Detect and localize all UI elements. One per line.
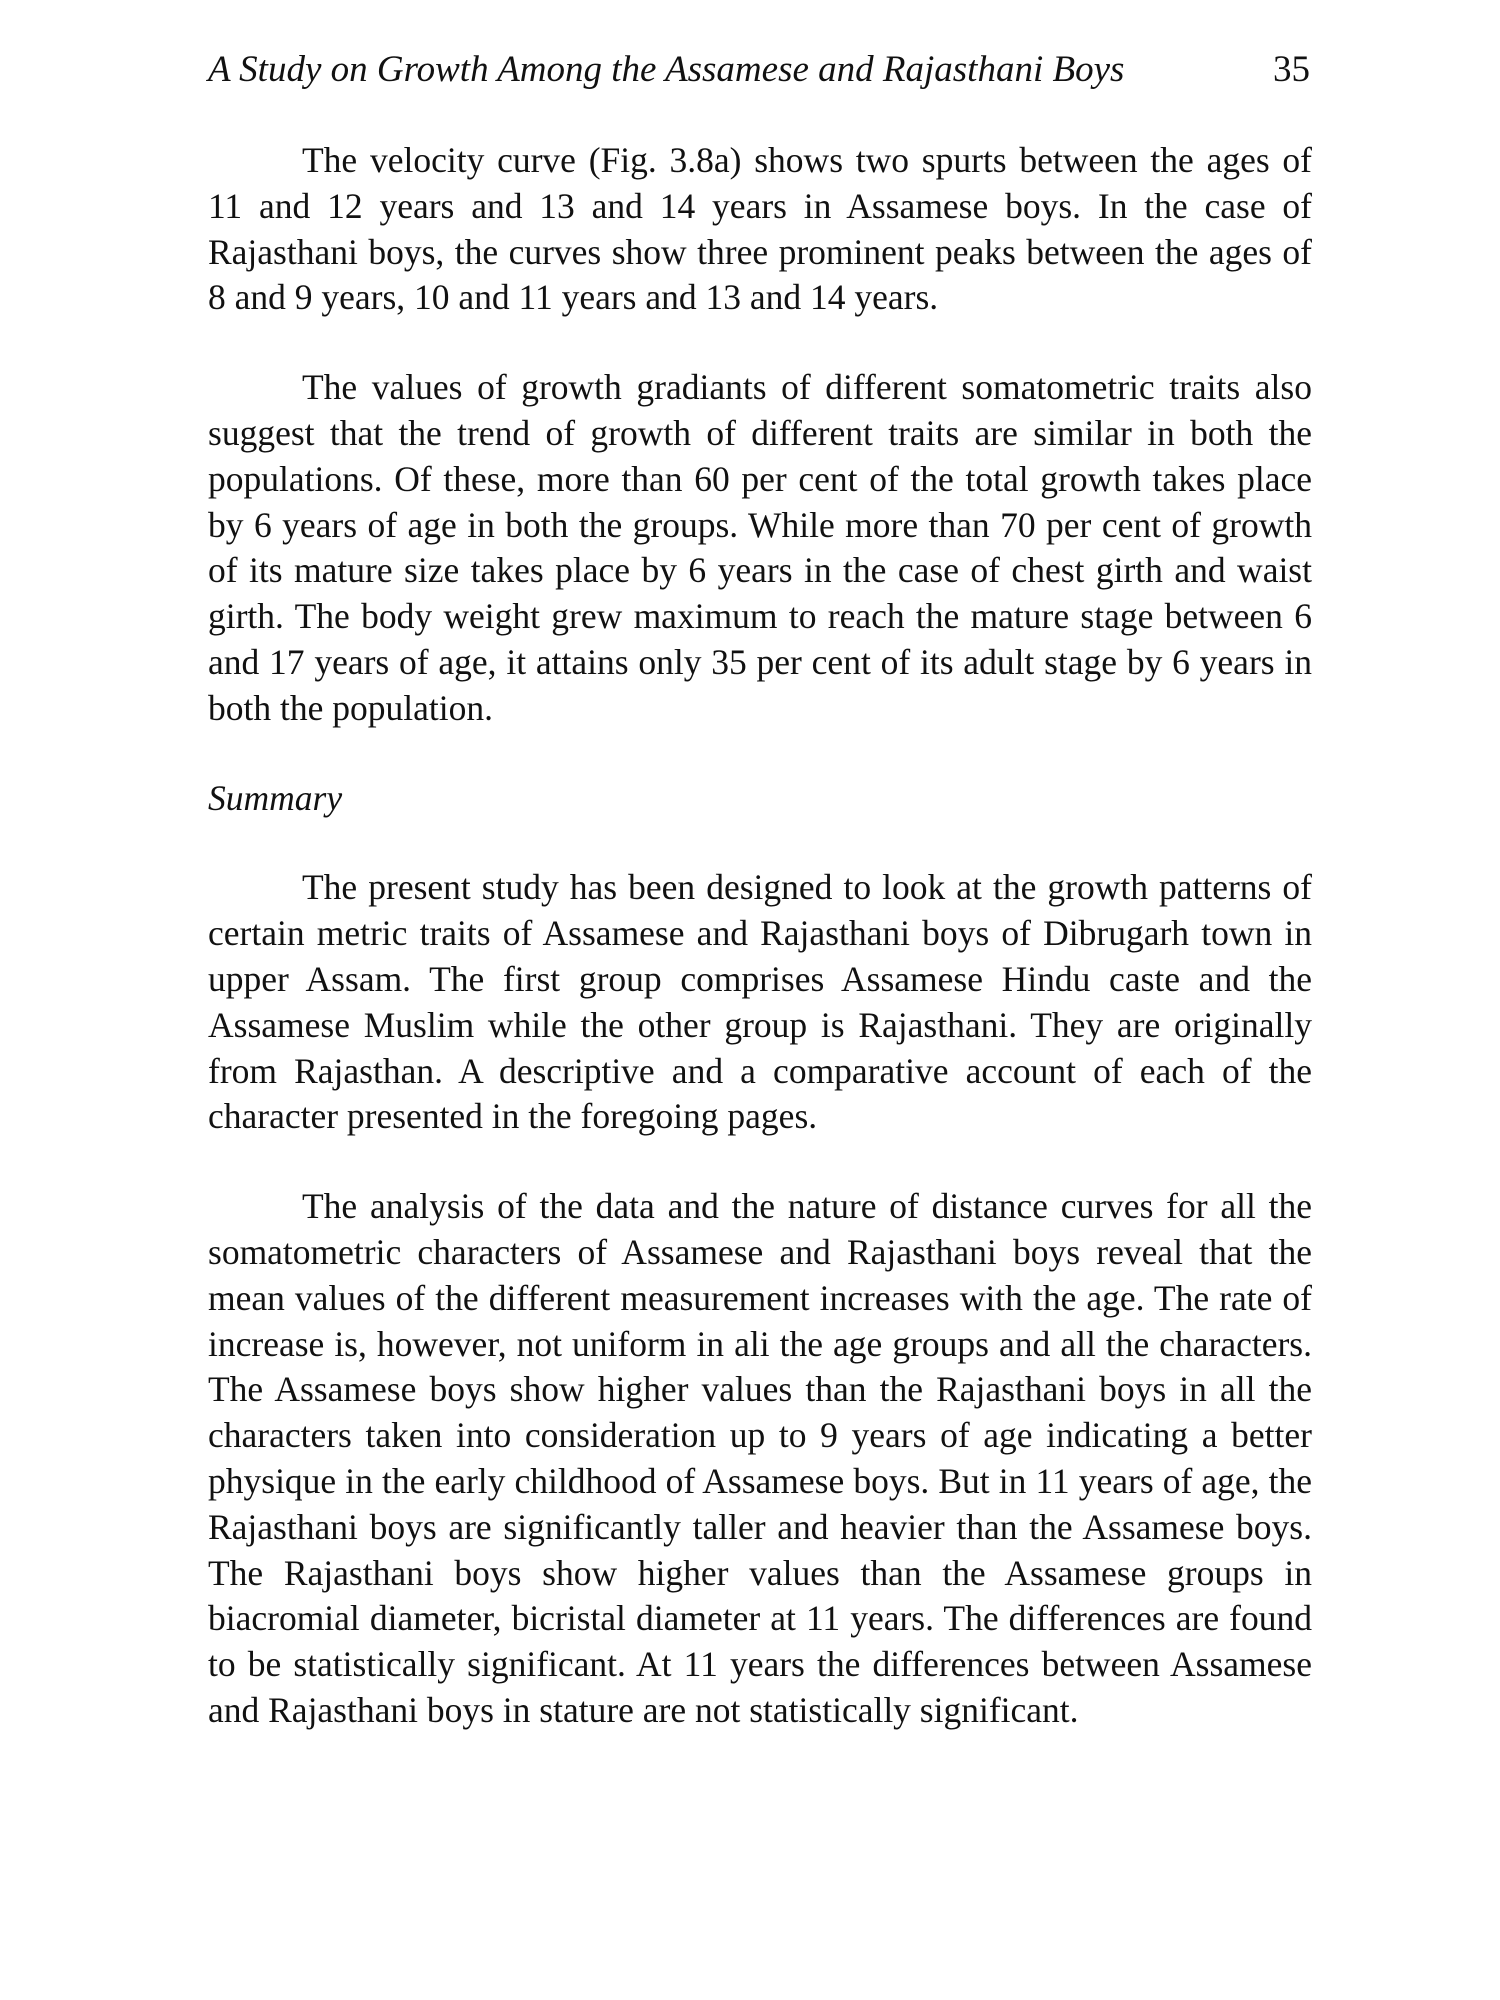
page-number: 35 [1273, 49, 1310, 90]
running-header [208, 48, 1310, 98]
paragraph-velocity-curve: The velocity curve (Fig. 3.8a) shows two spurts between the ages of 11 and 12 years and 13 and 14 years in Assamese boys. In the case of Rajasthani boys, the curves show three prominent peaks between the ages of 8 and 9 years, 10 and 11 years and 13 and 14 years. [208, 140, 1312, 318]
section-heading-summary: Summary [208, 777, 343, 818]
paragraph-growth-gradients: The values of growth gradiants of different somatometric traits also suggest that the trend of growth of different traits are similar in both the populations. Of these, more than 60 per cent of the total growth takes place by 6 years of age in both the groups. While more than 70 per cent of growth of its mature size takes place by 6 years in the case of chest girth and waist girth. The body weight grew maximum to reach the mature stage between 6 and 17 years of age, it attains only 35 per cent of its adult stage by 6 years in both the population. [208, 367, 1312, 728]
paragraph-summary-analysis: The analysis of the data and the nature of distance curves for all the somatometric characters of Assamese and Rajasthani boys reveal that the mean values of the different measurement increases with the age. The rate of increase is, however, not uniform in ali the age groups and all the characters. The Assamese boys show higher values than the Rajasthani boys in all the characters taken into consideration up to 9 years of age indicating a better physique in the early childhood of Assamese boys. But in 11 years of age, the Rajasthani boys are significantly taller and heavier than the Assamese boys. The Rajasthani boys show higher values than the Assamese groups in biacromial diameter, bicristal diameter at 11 years. The differences are found to be statistically significant. At 11 years the differences between Assamese and Rajasthani boys in stature are not statistically significant. [208, 1186, 1312, 1730]
paragraph-summary-study-design: The present study has been designed to look at the growth patterns of certain metric traits of Assamese and Rajasthani boys of Dibrugarh town in upper Assam. The first group comprises Assamese Hindu caste and the Assamese Muslim while the other group is Rajasthani. They are originally from Rajasthan. A descriptive and a comparative account of each of the character presented in the foregoing pages. [208, 867, 1312, 1137]
running-title: A Study on Growth Among the Assamese and Rajasthani Boys [208, 49, 1125, 90]
body-text [208, 138, 1312, 1734]
